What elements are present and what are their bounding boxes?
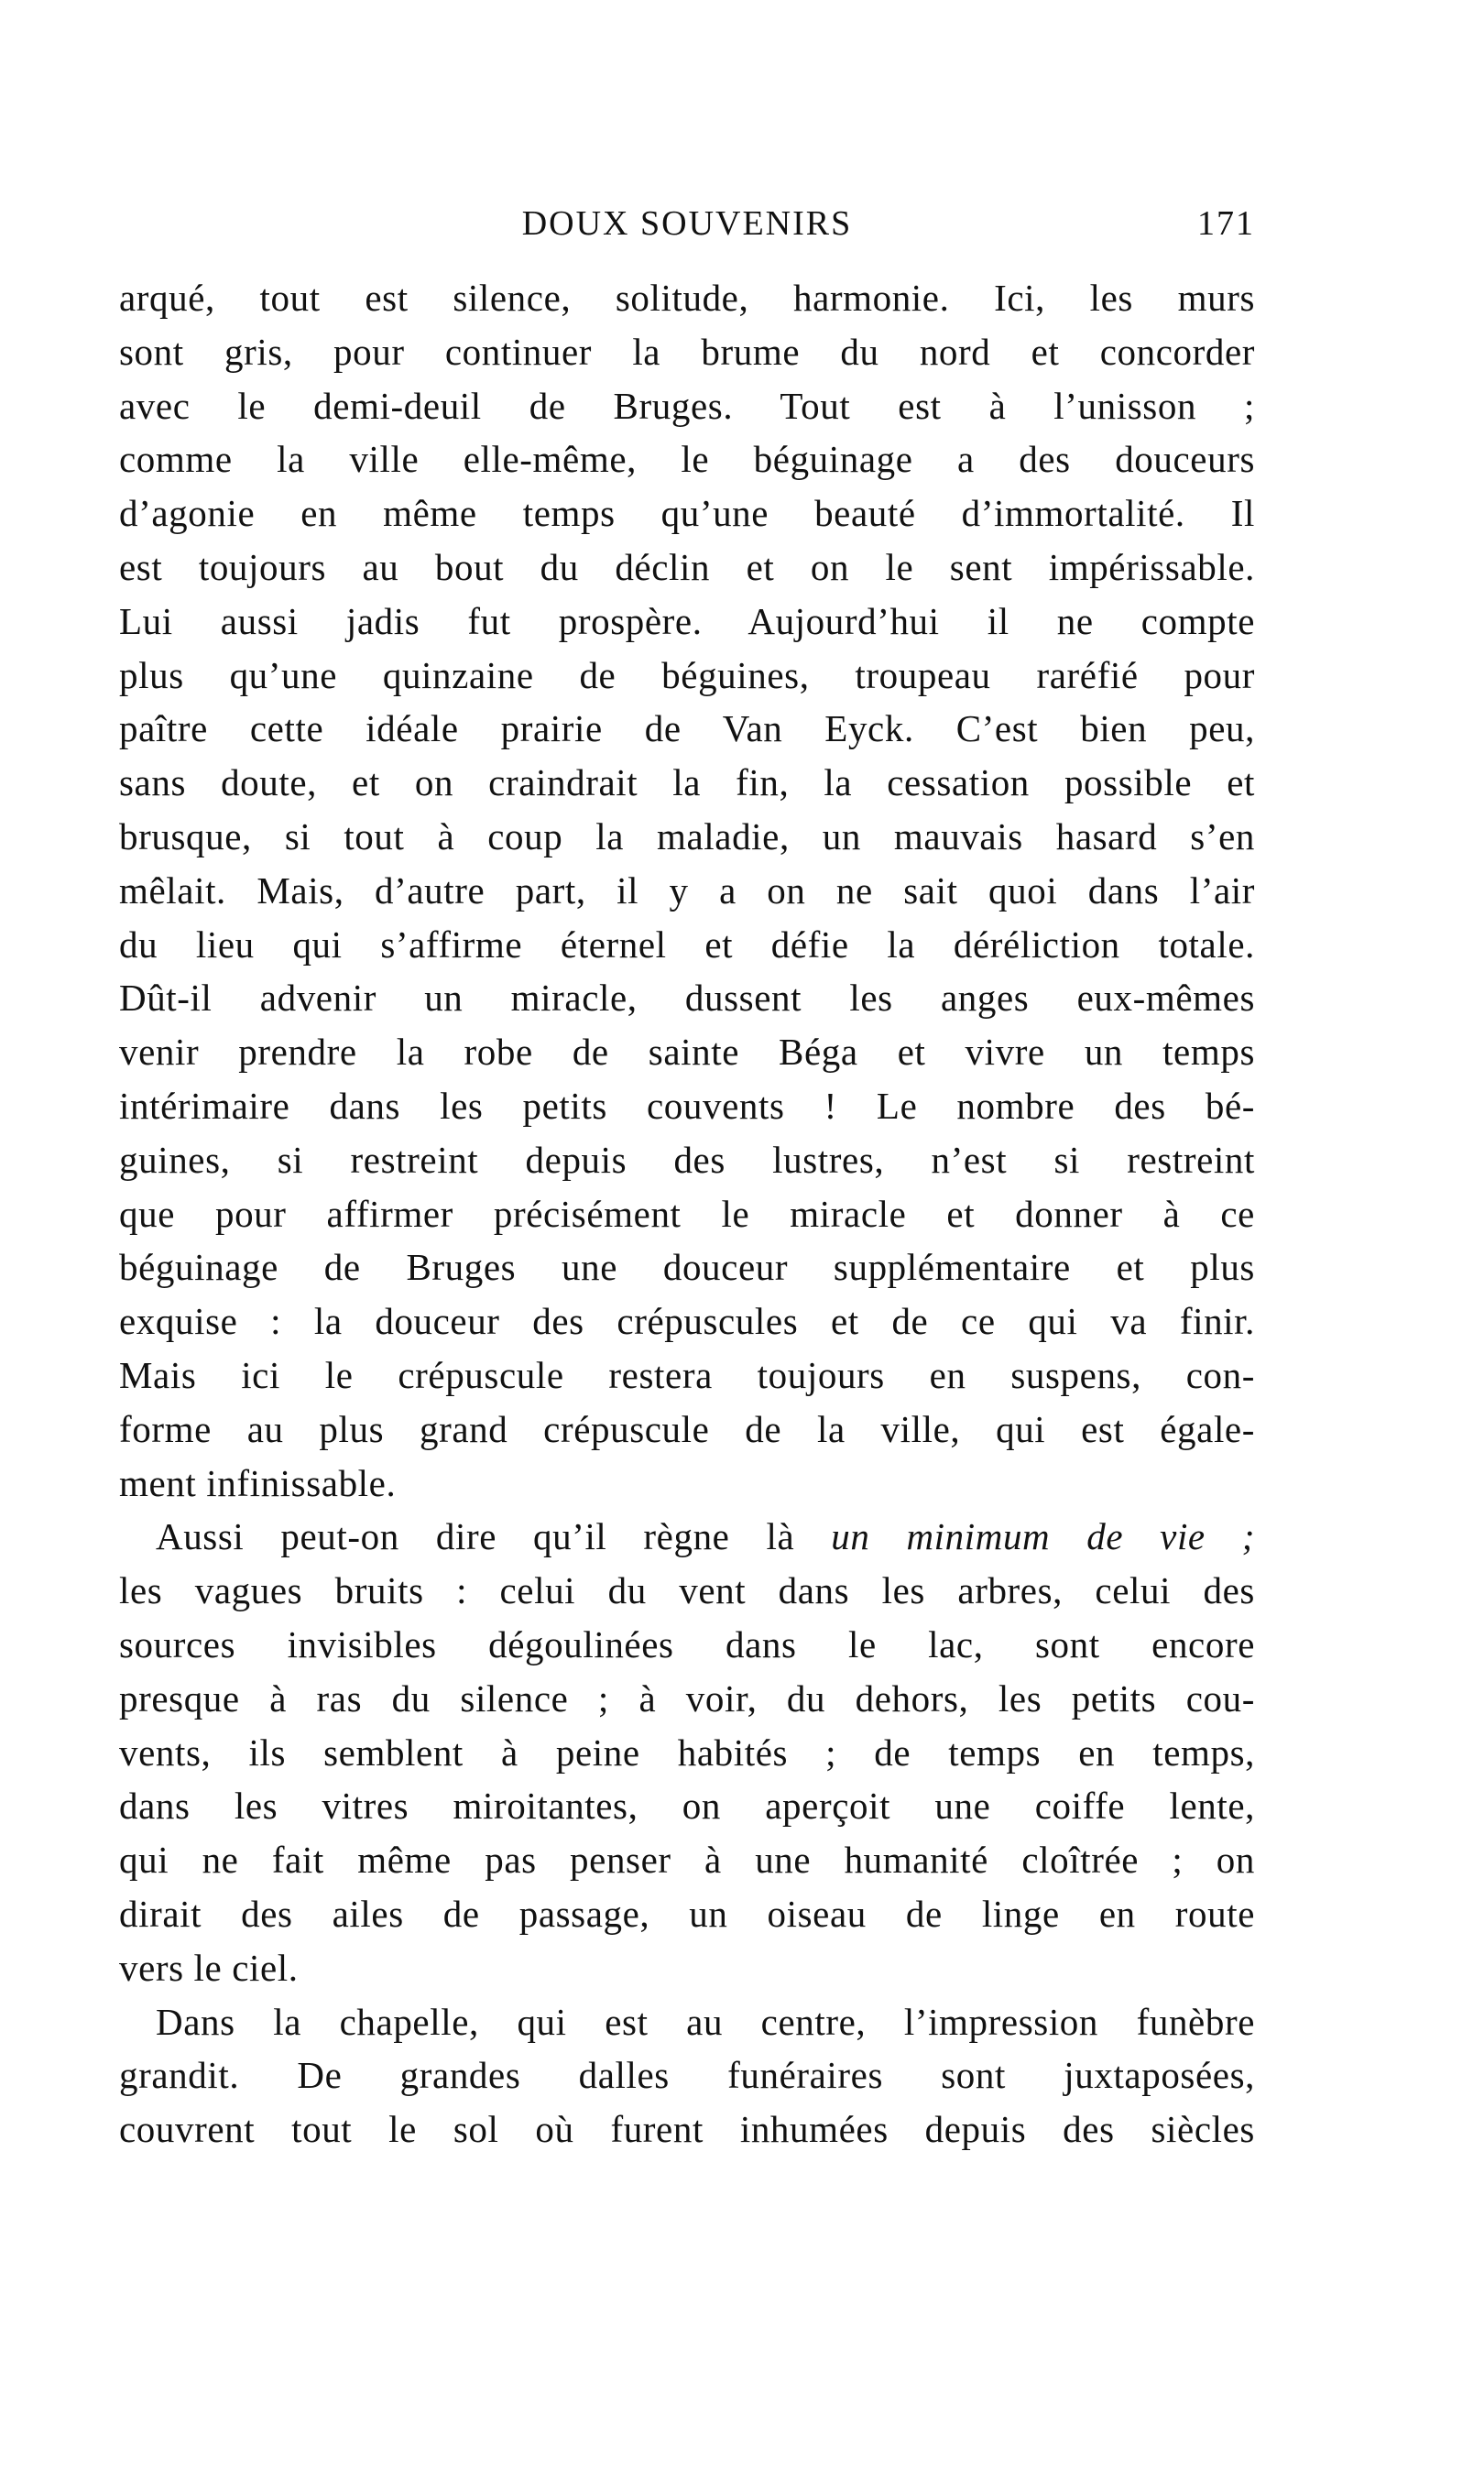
text-line: comme la ville elle-même, le béguinage a des douceurs bbox=[119, 438, 1255, 481]
text-line: que pour affirmer précisément le miracle et donner à ce bbox=[119, 1192, 1255, 1235]
text-line: vents, ils semblent à peine habités ; de temps en temps, bbox=[119, 1731, 1255, 1774]
text-line: sources invisibles dégoulinées dans le lac, sont encore bbox=[119, 1622, 1255, 1665]
text-line: les vagues bruits : celui du vent dans les arbres, celui des bbox=[119, 1569, 1255, 1612]
text-line: mêlait. Mais, d’autre part, il y a on ne sait quoi dans l’air bbox=[119, 868, 1255, 912]
text-line: du lieu qui s’affirme éternel et défie la déréliction totale. bbox=[119, 923, 1255, 966]
running-head bbox=[119, 203, 1255, 251]
text-line: paître cette idéale prairie de Van Eyck. C’est bien peu, bbox=[119, 707, 1255, 750]
text-run: Aussi peut-on dire qu’il règne là bbox=[156, 1515, 832, 1558]
paragraph-1 bbox=[119, 271, 1255, 1510]
text-line: Lui aussi jadis fut prospère. Aujourd’hui il ne compte bbox=[119, 599, 1255, 642]
page-number: 171 bbox=[1197, 204, 1255, 243]
text-line: presque à ras du silence ; à voir, du dehors, les petits cou- bbox=[119, 1676, 1255, 1720]
text-line: venir prendre la robe de sainte Béga et vivre un temps bbox=[119, 1031, 1255, 1074]
text-line: Dans la chapelle, qui est au centre, l’impression funèbre bbox=[156, 2000, 1255, 2043]
text-line: Dût-il advenir un miracle, dussent les anges eux-mêmes bbox=[119, 977, 1255, 1020]
text-line: plus qu’une quinzaine de béguines, troupeau raréfié pour bbox=[119, 653, 1255, 696]
text-line: dirait des ailes de passage, un oiseau de linge en route bbox=[119, 1892, 1255, 1935]
running-title: DOUX SOUVENIRS bbox=[521, 204, 853, 243]
text-line: d’agonie en même temps qu’une beauté d’immortalité. Il bbox=[119, 492, 1255, 535]
text-line: forme au plus grand crépuscule de la ville, qui est égale- bbox=[119, 1407, 1255, 1450]
text-line: sont gris, pour continuer la brume du nord et concorder bbox=[119, 330, 1255, 373]
text-line: exquise : la douceur des crépuscules et de ce qui va finir. bbox=[119, 1300, 1255, 1343]
text-line: sans doute, et on craindrait la fin, la cessation possible et bbox=[119, 761, 1255, 804]
text-line: est toujours au bout du déclin et on le sent impérissable. bbox=[119, 545, 1255, 588]
paragraph-3 bbox=[119, 1995, 1255, 2157]
text-line: ment infinissable. bbox=[119, 1461, 397, 1504]
text-line: qui ne fait même pas penser à une humanité cloîtrée ; on bbox=[119, 1839, 1255, 1882]
text-line bbox=[119, 1510, 1255, 1564]
text-line: vers le ciel. bbox=[119, 1946, 299, 1989]
paragraph-2 bbox=[119, 1510, 1255, 1994]
text-line: brusque, si tout à coup la maladie, un mauvais hasard s’en bbox=[119, 814, 1255, 857]
text-line: intérimaire dans les petits couvents ! Le nombre des bé- bbox=[119, 1084, 1255, 1127]
text-line: béguinage de Bruges une douceur supplémentaire et plus bbox=[119, 1246, 1255, 1289]
text-line: arqué, tout est silence, solitude, harmonie. Ici, les murs bbox=[119, 277, 1255, 319]
text-line: guines, si restreint depuis des lustres, n’est si restreint bbox=[119, 1138, 1255, 1181]
text-line: dans les vitres miroitantes, on aperçoit une coiffe lente, bbox=[119, 1785, 1255, 1828]
body-text bbox=[119, 271, 1255, 2157]
text-line: couvrent tout le sol où furent inhumées depuis des siècles bbox=[119, 2108, 1255, 2151]
text-line: grandit. De grandes dalles funéraires sont juxtaposées, bbox=[119, 2054, 1255, 2097]
text-line: Mais ici le crépuscule restera toujours en suspens, con- bbox=[119, 1353, 1255, 1396]
text-line: avec le demi-deuil de Bruges. Tout est à l’unisson ; bbox=[119, 384, 1255, 427]
italic-phrase: un minimum de vie ; bbox=[831, 1515, 1255, 1558]
